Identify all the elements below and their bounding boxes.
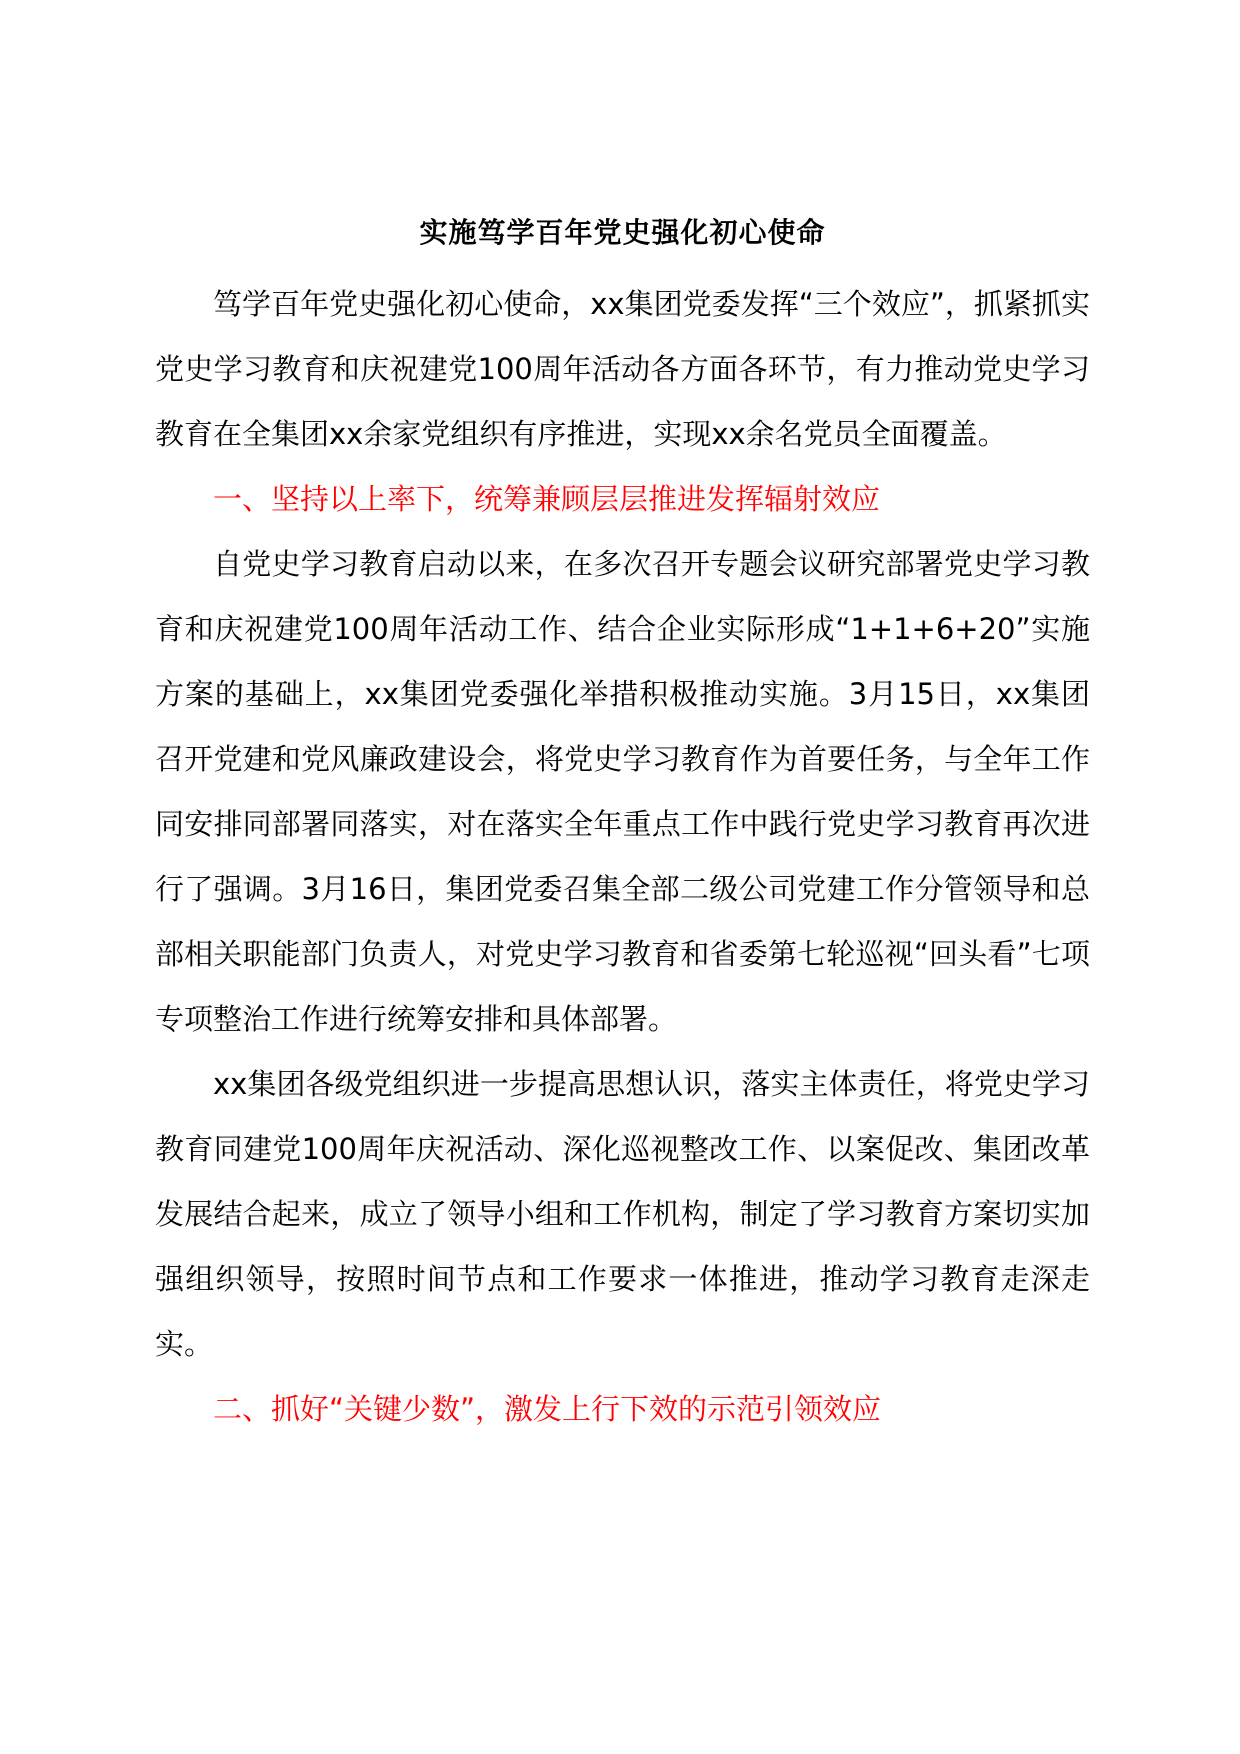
intro-paragraph: 笃学百年党史强化初心使命，xx集团党委发挥“三个效应”，抓紧抓实党史学习教育和庆祝建党100周年活动各方面各环节，有力推动党史学习教育在全集团xx余家党组织有序推进，实现xx余名党员全面覆盖。 — [155, 287, 1090, 451]
section-1-paragraph-1: 自党史学习教育启动以来，在多次召开专题会议研究部署党史学习教育和庆祝建党100周年活动工作、结合企业实际形成“1+1+6+20”实施方案的基础上，xx集团党委强化举措积极推动实施。3月15日，xx集团召开党建和党风廉政建设会，将党史学习教育作为首要任务，与全年工作同安排同部署同落实，对在落实全年重点工作中践行党史学习教育再次进行了强调。3月16日，集团党委召集全部二级公司党建工作分管领导和总部相关职能部门负责人，对党史学习教育和省委第七轮巡视“回头看”七项专项整治工作进行统筹安排和具体部署。 — [155, 547, 1090, 1036]
document-body — [155, 208, 1090, 1442]
document-title: 实施笃学百年党史强化初心使命 — [419, 216, 826, 249]
section-2-heading: 二、抓好“关键少数”，激发上行下效的示范引领效应 — [213, 1392, 882, 1426]
section-1-paragraph-2: xx集团各级党组织进一步提高思想认识，落实主体责任，将党史学习教育同建党100周年庆祝活动、深化巡视整改工作、以案促改、集团改革发展结合起来，成立了领导小组和工作机构，制定了学习教育方案切实加强组织领导，按照时间节点和工作要求一体推进，推动学习教育走深走实。 — [155, 1067, 1090, 1361]
section-1-heading: 一、坚持以上率下，统筹兼顾层层推进发挥辐射效应 — [213, 482, 881, 516]
